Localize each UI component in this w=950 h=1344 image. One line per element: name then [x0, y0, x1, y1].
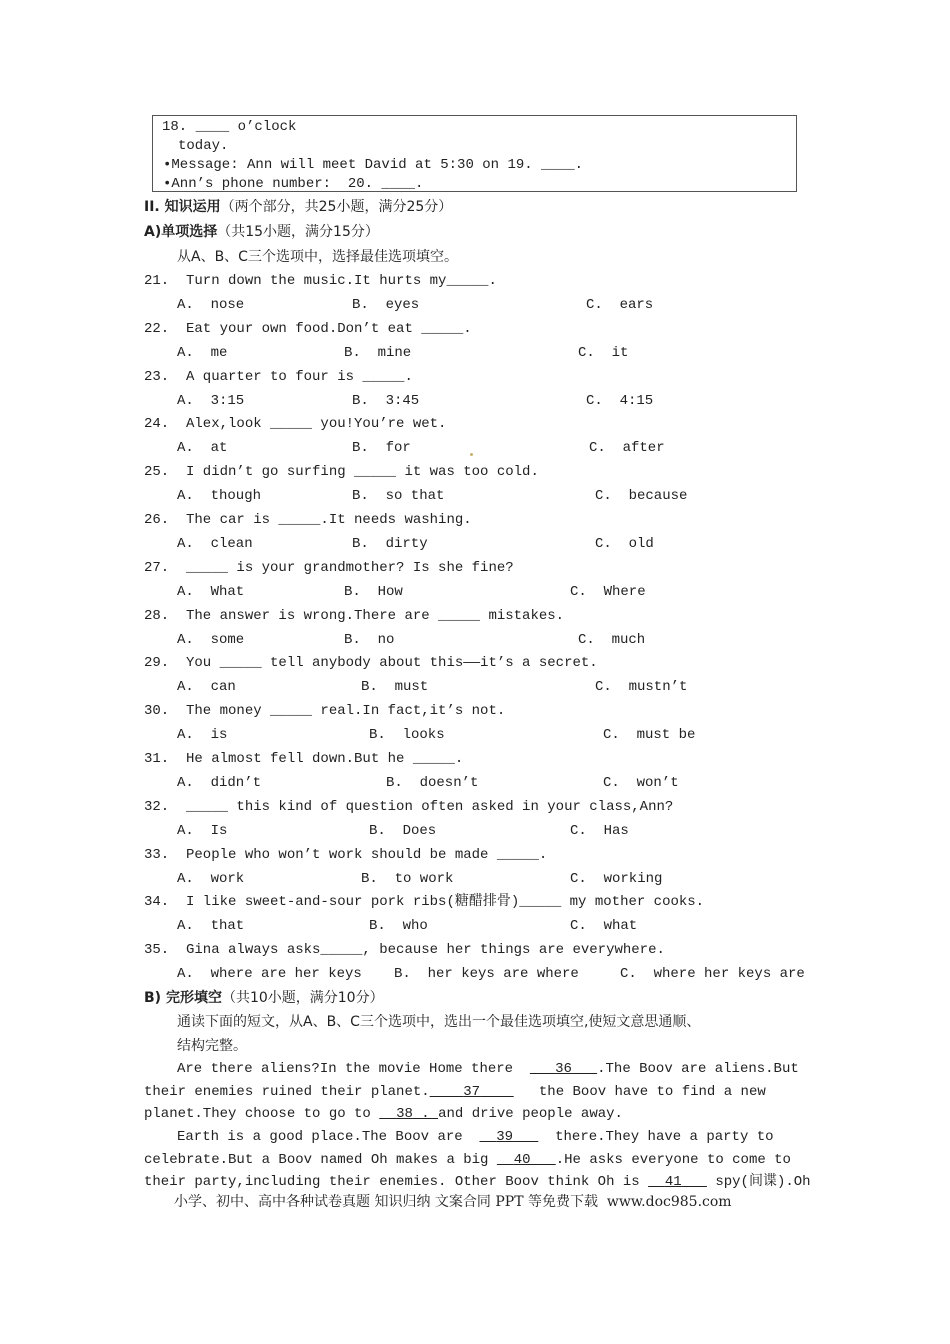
option-a: A. nose [177, 297, 245, 313]
question-stem: 27. _____ is your grandmother? Is she fine? [144, 559, 514, 576]
section-2-title: II. 知识运用 [144, 199, 221, 215]
part-b-note: （共10小题，满分10分） [221, 990, 384, 1006]
option-a: A. is [177, 727, 228, 744]
passage-line-4 [177, 1128, 774, 1146]
footer [174, 1193, 732, 1211]
box-line-18: 18. ____ o’clock [162, 119, 297, 135]
blank-number: 41 [664, 1174, 682, 1190]
passage-line-5 [144, 1151, 791, 1169]
option-b: B. looks [369, 727, 445, 744]
passage-text: spy(间谍).Oh [715, 1174, 811, 1190]
passage-line-1 [177, 1060, 799, 1078]
blank-40 [497, 1152, 556, 1168]
passage-text: planet.They choose to go to [144, 1106, 371, 1122]
passage-text: their party,including their enemies. Other Boov think Oh is [144, 1174, 640, 1190]
part-b-instruction-1: 通读下面的短文，从A、B、C三个选项中，选出一个最佳选项填空,使短文意思通顺、 [177, 1014, 701, 1030]
passage-text: and drive people away. [438, 1106, 623, 1122]
option-a: A. some [177, 631, 245, 648]
blank-number: 37 [463, 1084, 481, 1100]
passage-text: celebrate.But a Boov named Oh makes a big [144, 1152, 489, 1168]
footer-url[interactable]: www.doc985.com [606, 1194, 732, 1210]
passage-line-3 [144, 1105, 623, 1123]
option-c: C. won’t [603, 775, 679, 791]
box-line-message: •Message: Ann will meet David at 5:30 on 19. ____. [163, 157, 584, 173]
option-c: C. must be [603, 727, 696, 744]
question-stem: 23. A quarter to four is _____. [144, 368, 413, 385]
question-stem: 30. The money _____ real.In fact,it’s not. [144, 703, 506, 720]
passage-text: the Boov have to find a new [538, 1084, 766, 1100]
part-a-title: A)单项选择 [144, 224, 218, 240]
option-b: B. 3:45 [352, 392, 420, 409]
question-stem: 34. I like sweet-and-sour pork ribs(糖醋排骨)_____ my mother cooks. [144, 894, 705, 911]
option-b: B. for [352, 440, 411, 457]
question-stem: 31. He almost fell down.But he _____. [144, 751, 464, 767]
option-b: B. must [361, 679, 429, 696]
option-a: A. Is [177, 822, 228, 839]
option-a: A. that [177, 918, 245, 935]
question-stem: 35. Gina always asks_____, because her things are everywhere. [144, 942, 665, 959]
option-c: C. where her keys are [620, 966, 805, 983]
question-stem: 21. Turn down the music.It hurts my_____. [144, 273, 497, 289]
part-a-header [144, 223, 379, 241]
passage-line-2 [144, 1083, 766, 1101]
option-c: C. 4:15 [586, 392, 654, 409]
option-c: C. Has [570, 822, 629, 839]
blank-38: 38 . [396, 1106, 439, 1122]
option-c: C. old [595, 536, 654, 552]
option-a: A. though [177, 488, 262, 505]
part-b-title: B) 完形填空 [144, 990, 222, 1006]
option-c: C. mustn’t [595, 679, 688, 696]
option-c: C. it [578, 344, 629, 361]
option-b: B. no [344, 631, 395, 648]
blank-41 [648, 1174, 707, 1190]
option-c: C. after [589, 440, 665, 457]
passage-text: .He asks everyone to come to [555, 1152, 791, 1168]
stray-mark [470, 453, 473, 456]
passage-text: Earth is a good place.The Boov are [177, 1129, 463, 1145]
question-stem: 25. I didn’t go surfing _____ it was too cold. [144, 464, 539, 481]
option-c: C. Where [570, 583, 646, 600]
option-b: B. Does [369, 822, 437, 839]
option-a: A. clean [177, 536, 253, 552]
option-b: B. so that [352, 488, 445, 505]
option-a: A. 3:15 [177, 392, 245, 409]
box-line-phone: •Ann’s phone number: 20. ____. [163, 176, 424, 192]
option-a: A. at [177, 440, 228, 457]
option-c: C. much [578, 631, 646, 648]
blank-36 [530, 1061, 597, 1077]
section-2-note: （两个部分，共25小题，满分25分） [220, 199, 453, 215]
section-2-header [144, 198, 452, 216]
question-stem: 22. Eat your own food.Don’t eat _____. [144, 320, 472, 337]
option-a: A. me [177, 344, 228, 361]
footer-text: 小学、初中、高中各种试卷真题 知识归纳 文案合同 PPT 等免费下载 [174, 1194, 598, 1210]
part-b-header [144, 989, 384, 1007]
option-b: B. doesn’t [386, 775, 479, 791]
option-a: A. What [177, 583, 245, 600]
question-stem: 32. _____ this kind of question often asked in your class,Ann? [144, 798, 674, 815]
option-b: B. who [369, 918, 428, 935]
option-a: A. can [177, 679, 236, 696]
question-stem: 29. You _____ tell anybody about this——it’s a secret. [144, 655, 598, 672]
option-a: A. didn’t [177, 775, 262, 791]
option-c: C. working [570, 870, 663, 887]
passage-line-6 [144, 1173, 811, 1191]
blank-37 [430, 1084, 514, 1100]
option-b: B. to work [361, 870, 454, 887]
option-a: A. where are her keys [177, 966, 362, 983]
passage-text: Are there aliens?In the movie Home there [177, 1061, 514, 1077]
passage-text: .The Boov are aliens.But [597, 1061, 799, 1077]
blank-number: 36 [555, 1061, 572, 1077]
part-a-note: （共15小题，满分15分） [217, 224, 379, 240]
box-line-today: today. [178, 138, 229, 154]
passage-text: there.They have a party to [555, 1129, 774, 1145]
option-b: B. dirty [352, 536, 428, 552]
option-c: C. ears [586, 297, 654, 313]
question-stem: 26. The car is _____.It needs washing. [144, 512, 472, 528]
option-c: C. because [595, 488, 688, 505]
blank-number: 38 [396, 1106, 413, 1122]
blank-number: 39 [496, 1129, 514, 1145]
option-c: C. what [570, 918, 638, 935]
option-a: A. work [177, 870, 245, 887]
part-b-instruction-2: 结构完整。 [177, 1038, 247, 1054]
option-b: B. mine [344, 344, 412, 361]
passage-text: their enemies ruined their planet. [144, 1084, 430, 1100]
option-b: B. eyes [352, 297, 420, 313]
option-b: B. her keys are where [394, 966, 579, 983]
blank-number: 40 [513, 1152, 531, 1168]
question-stem: 33. People who won’t work should be made _____. [144, 846, 548, 863]
question-stem: 24. Alex,look _____ you!You’re wet. [144, 416, 447, 433]
part-a-instruction: 从A、B、C三个选项中，选择最佳选项填空。 [177, 249, 458, 265]
blank-39 [479, 1129, 538, 1145]
option-b: B. How [344, 583, 403, 600]
question-stem: 28. The answer is wrong.There are _____ mistakes. [144, 607, 565, 624]
